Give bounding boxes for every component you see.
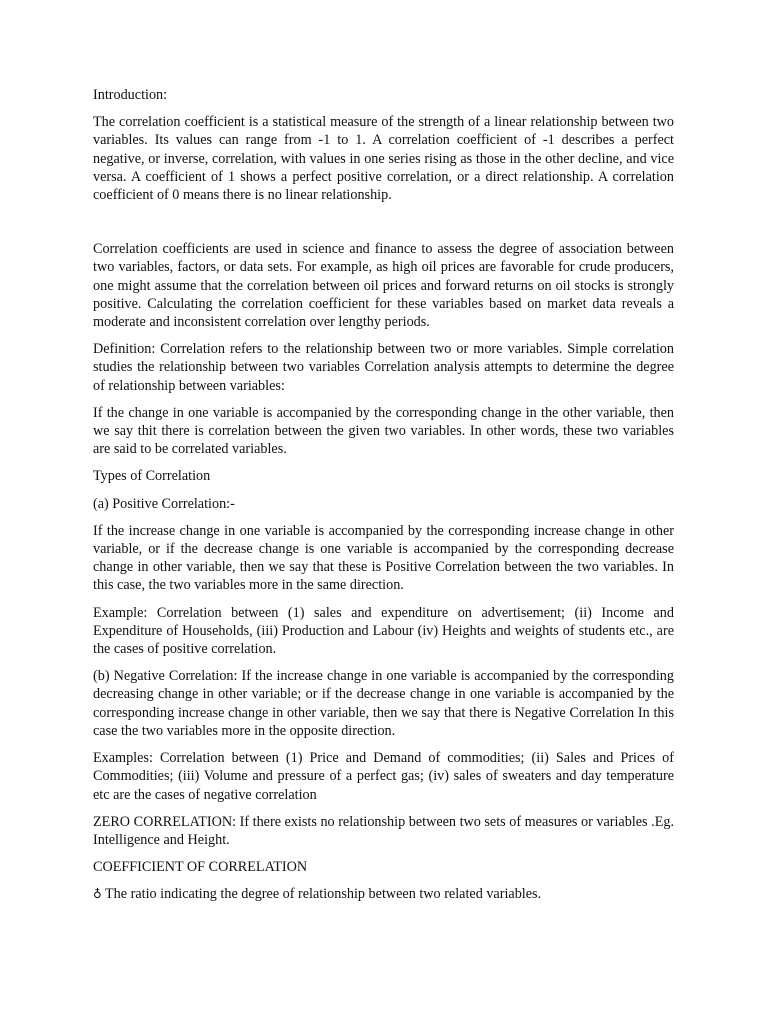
paragraph-definition: Definition: Correlation refers to the relationship between two or more variables. Simple correlation studies the relationship between two variables Correlation analysis attempts to determine the degree of relationship between variables: [93,341,674,394]
paragraph-positive-example: Example: Correlation between (1) sales and expenditure on advertisement; (ii) Income and Expenditure of Households, (iii) Production and Labour (iv) Heights and weights of students etc., are the cases of positive correlation. [93,604,674,658]
bullet-item [93,885,674,903]
bullet-icon: ♁ [93,887,102,902]
heading-types-of-correlation: Types of Correlation [93,468,211,485]
paragraph-negative-correlation: (b) Negative Correlation: If the increase change in one variable is accompanied by the corresponding decreasing change in other variable; or if the decrease change in one variable is accompanied by the corresponding increase change in other variable, then we say that there is Negative Correlation In this case the two variables more in the opposite direction. [93,668,674,739]
paragraph-negative-examples: Examples: Correlation between (1) Price and Demand of commodities; (ii) Sales and Prices of Commodities; (iii) Volume and pressure of a perfect gas; (iv) sales of sweaters and day temperature etc are the cases of negative correlation [93,750,674,803]
bullet-text: The ratio indicating the degree of relationship between two related variables. [105,886,542,903]
paragraph-intro-definition: The correlation coefficient is a statistical measure of the strength of a linear relationship between two variables. Its values can range from -1 to 1. A correlation coefficient of -1 describes a perfect negative, or inverse, correlation, with values in one series rising as those in the other decline, and vice versa. A coefficient of 1 shows a perfect positive correlation, or a direct relationship. A correlation coefficient of 0 means there is no linear relationship. [93,114,674,204]
paragraph-positive-correlation: If the increase change in one variable is accompanied by the corresponding increase change in other variable, or if the decrease change is one variable is accompanied by the corresponding decrease change in other variable, then we say that these is Positive Correlation between the two variables. In this case, the two variables more in the same direction. [93,522,674,594]
paragraph-usage: Correlation coefficients are used in science and finance to assess the degree of association between two variables, factors, or data sets. For example, as high oil prices are favorable for crude producers, one might assume that the correlation between oil prices and forward returns on oil stocks is strongly positive. Calculating the correlation coefficient for these variables based on market data reveals a moderate and inconsistent correlation over lengthy periods. [93,241,674,331]
paragraph-change: If the change in one variable is accompanied by the corresponding change in the other variable, then we say thit there is correlation between the given two variables. In other words, these two variables are said to be correlated variables. [93,404,674,458]
heading-introduction: Introduction: [93,87,168,103]
document-page [93,86,674,913]
paragraph-zero-correlation: ZERO CORRELATION: If there exists no relationship between two sets of measures or variables .Eg. Intelligence and Height. [93,813,674,848]
heading-positive-correlation: (a) Positive Correlation:- [93,495,235,512]
heading-coefficient-of-correlation: COEFFICIENT OF CORRELATION [93,859,308,876]
